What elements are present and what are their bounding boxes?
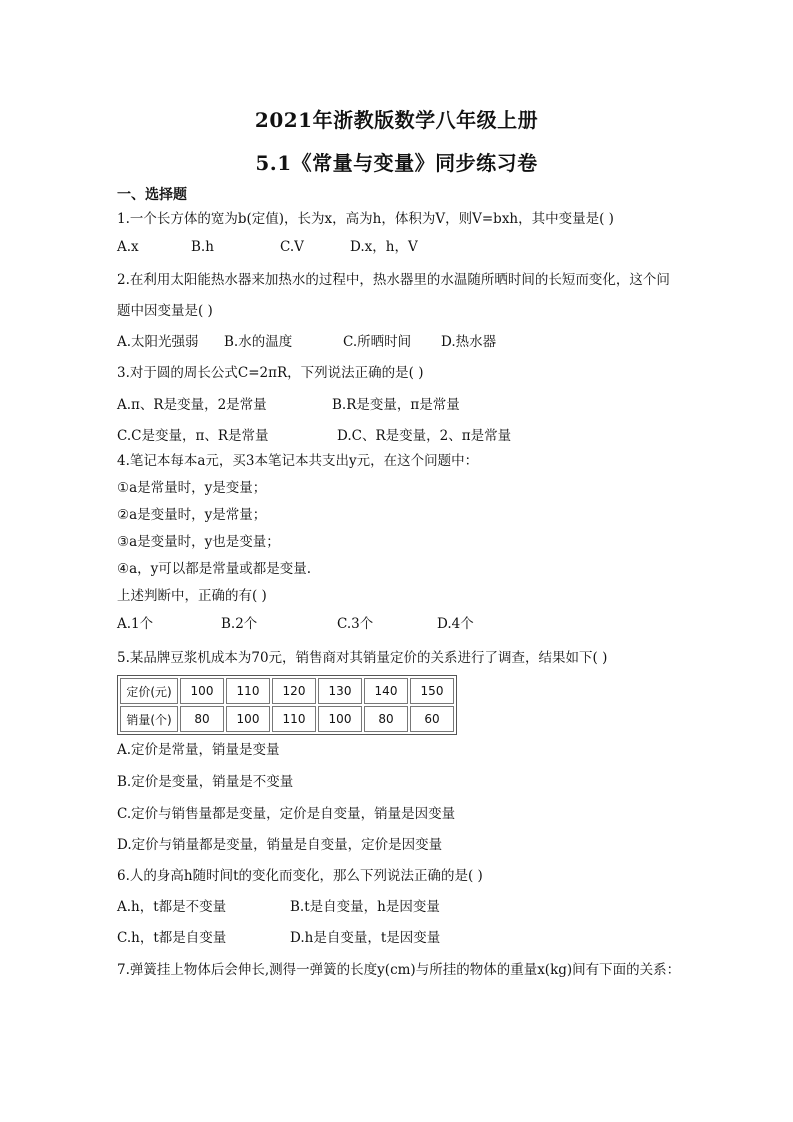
q1-option-d: D.x，h，V (350, 239, 418, 255)
q4-question: 上述判断中，正确的有( ) (117, 588, 267, 604)
q4-statement-1: ①a是常量时，y是变量； (117, 480, 267, 496)
q6-option-a: A.h，t都是不变量 (117, 899, 227, 915)
table-cell: 80 (180, 706, 224, 732)
q2-option-a: A.太阳光强弱 (117, 334, 199, 350)
table-cell: 110 (272, 706, 316, 732)
table-row (120, 706, 454, 732)
table-cell: 100 (226, 706, 270, 732)
table-cell: 销量(个) (120, 706, 178, 732)
q5-option-a: A.定价是常量，销量是变量 (117, 742, 280, 758)
price-sales-table (117, 675, 457, 735)
question-1-stem: 1.一个长方体的宽为b(定值)，长为x，高为h，体积为V，则V=bxh，其中变量是( ) (117, 211, 614, 227)
q4-statement-2: ②a是变量时，y是常量； (117, 507, 267, 523)
q3-option-a: A.π、R是变量，2是常量 (117, 397, 267, 413)
q4-statement-4: ④a，y可以都是常量或都是变量. (117, 561, 312, 577)
q6-option-c: C.h，t都是自变量 (117, 930, 227, 946)
q4-option-d: D.4个 (437, 616, 474, 632)
question-3-stem: 3.对于圆的周长公式C=2πR，下列说法正确的是( ) (117, 365, 424, 381)
q5-option-b: B.定价是变量，销量是不变量 (117, 774, 294, 790)
section-heading: 一、选择题 (117, 187, 187, 203)
table-cell: 60 (410, 706, 454, 732)
table-cell: 130 (318, 678, 362, 704)
q5-option-d: D.定价与销量都是变量，销量是自变量，定价是因变量 (117, 837, 443, 853)
table-cell: 80 (364, 706, 408, 732)
question-7-stem: 7.弹簧挂上物体后会伸长,测得一弹簧的长度y(cm)与所挂的物体的重量x(kg)间有下面的关系： (117, 962, 681, 978)
table-cell: 定价(元) (120, 678, 178, 704)
q3-option-d: D.C、R是变量，2、π是常量 (337, 428, 512, 444)
q1-option-c: C.V (280, 239, 304, 255)
q6-option-d: D.h是自变量，t是因变量 (290, 930, 441, 946)
q1-option-a: A.x (117, 239, 139, 255)
q4-option-b: B.2个 (221, 616, 258, 632)
table-cell: 150 (410, 678, 454, 704)
q3-option-b: B.R是变量，π是常量 (332, 397, 460, 413)
question-4-stem: 4.笔记本每本a元，买3本笔记本共支出y元，在这个问题中： (117, 453, 479, 469)
table-cell: 100 (180, 678, 224, 704)
question-2-stem-line2: 题中因变量是( ) (117, 303, 213, 319)
q4-statement-3: ③a是变量时，y也是变量； (117, 534, 280, 550)
q5-option-c: C.定价与销售量都是变量，定价是自变量，销量是因变量 (117, 806, 456, 822)
q1-option-b: B.h (191, 239, 214, 255)
q2-option-c: C.所晒时间 (343, 334, 412, 350)
table-cell: 140 (364, 678, 408, 704)
q6-option-b: B.t是自变量，h是因变量 (290, 899, 440, 915)
q2-option-b: B.水的温度 (224, 334, 293, 350)
q2-option-d: D.热水器 (441, 334, 497, 350)
table-cell: 120 (272, 678, 316, 704)
table-cell: 110 (226, 678, 270, 704)
document-subtitle: 5.1《常量与变量》同步练习卷 (255, 151, 538, 175)
question-2-stem-line1: 2.在利用太阳能热水器来加热水的过程中，热水器里的水温随所晒时间的长短而变化，这个问 (117, 272, 670, 288)
document-title: 2021年浙教版数学八年级上册 (254, 108, 539, 132)
q4-option-a: A.1个 (117, 616, 154, 632)
table-row (120, 678, 454, 704)
q4-option-c: C.3个 (337, 616, 374, 632)
q3-option-c: C.C是变量，π、R是常量 (117, 428, 269, 444)
question-6-stem: 6.人的身高h随时间t的变化而变化，那么下列说法正确的是( ) (117, 868, 483, 884)
question-5-stem: 5.某品牌豆浆机成本为70元，销售商对其销量定价的关系进行了调查，结果如下( ) (117, 650, 608, 666)
table-cell: 100 (318, 706, 362, 732)
